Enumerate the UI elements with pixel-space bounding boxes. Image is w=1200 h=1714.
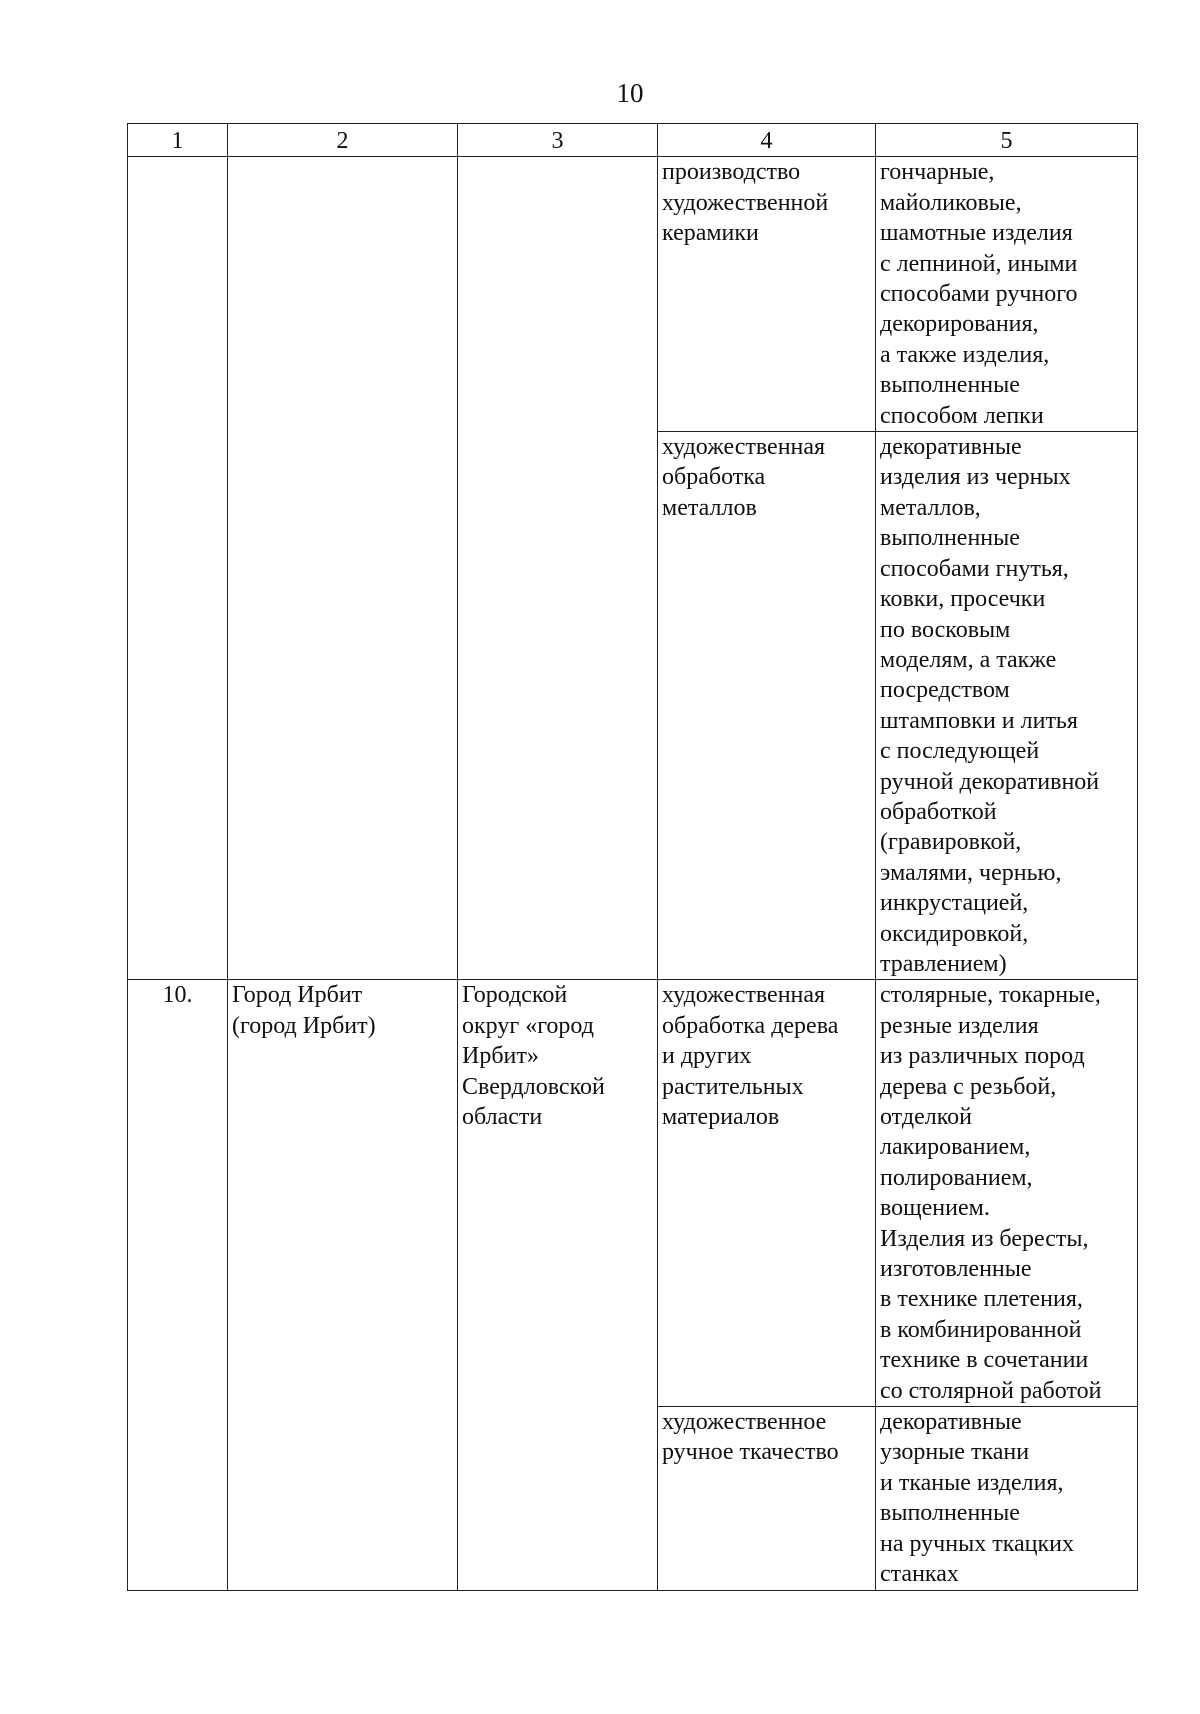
activity-cell: художественное ручное ткачество bbox=[658, 1407, 876, 1590]
header-cell-2: 2 bbox=[228, 124, 458, 157]
place-cell: Город Ирбит (город Ирбит) bbox=[228, 980, 458, 1590]
empty-cell-municipality bbox=[458, 157, 658, 980]
municipality-cell: Городской округ «город Ирбит» Свердловской области bbox=[458, 980, 658, 1590]
products-cell: столярные, токарные, резные изделия из различных пород дерева с резьбой, отделкой лакированием, полированием, вощением. Изделия из бересты, изготовленные в технике плетения, в комбинированной технике в сочетании со столярной работой bbox=[876, 980, 1138, 1407]
header-row bbox=[128, 124, 1138, 157]
products-cell: декоративные узорные ткани и тканые изделия, выполненные на ручных ткацких станках bbox=[876, 1407, 1138, 1590]
activity-cell: художественная обработка металлов bbox=[658, 432, 876, 980]
activity-cell: производство художественной керамики bbox=[658, 157, 876, 432]
table-row bbox=[128, 157, 1138, 432]
row-number-cell: 10. bbox=[128, 980, 228, 1590]
empty-cell-place bbox=[228, 157, 458, 980]
products-cell: декоративные изделия из черных металлов, выполненные способами гнутья, ковки, просечки по восковым моделям, а также посредством штамповки и литья с последующей ручной декоративной обработкой (гравировкой, эмалями, чернью, инкрустацией, оксидировкой, травлением) bbox=[876, 432, 1138, 980]
products-cell: гончарные, майоликовые, шамотные изделия с лепниной, иными способами ручного декорирования, а также изделия, выполненные способом лепки bbox=[876, 157, 1138, 432]
header-cell-1: 1 bbox=[128, 124, 228, 157]
activity-cell: художественная обработка дерева и других растительных материалов bbox=[658, 980, 876, 1407]
header-cell-3: 3 bbox=[458, 124, 658, 157]
crafts-table bbox=[127, 123, 1138, 1591]
table-row bbox=[128, 980, 1138, 1407]
header-cell-5: 5 bbox=[876, 124, 1138, 157]
empty-cell-number bbox=[128, 157, 228, 980]
header-cell-4: 4 bbox=[658, 124, 876, 157]
page-number: 10 bbox=[616, 78, 644, 108]
